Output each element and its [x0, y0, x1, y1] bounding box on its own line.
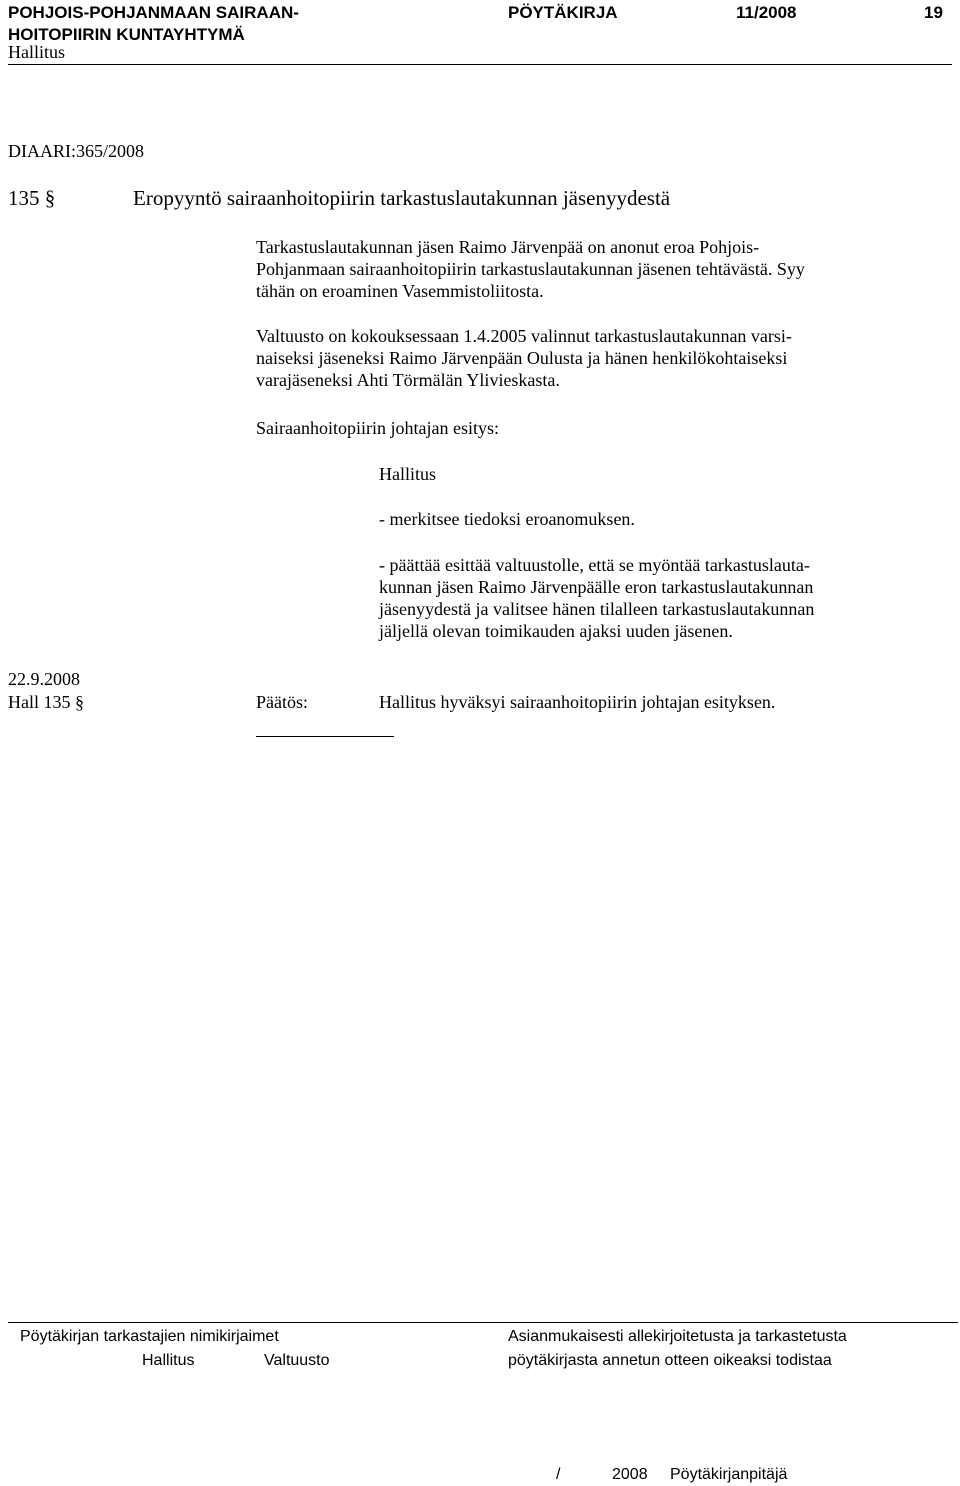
proposal-item-2: [379, 554, 814, 642]
decision-reference-prefix: Hall 135: [8, 692, 71, 712]
footer-certification-line1: Asianmukaisesti allekirjoitetusta ja tarkastetusta: [508, 1328, 847, 1345]
footer-col-hallitus: Hallitus: [142, 1352, 195, 1369]
decision-end-rule: [256, 736, 394, 737]
paragraph-line: Valtuusto on kokouksessaan 1.4.2005 valinnut tarkastuslautakunnan varsi-: [256, 326, 792, 346]
footer-signature-year: 2008: [612, 1466, 648, 1483]
paragraph-line: jäsenyydestä ja valitsee hänen tilalleen tarkastuslautakunnan: [379, 599, 815, 619]
section-number: [8, 185, 55, 211]
section-symbol: §: [44, 186, 56, 210]
footer-signature-role: Pöytäkirjanpitäjä: [670, 1466, 788, 1483]
footer-inspectors-title: Pöytäkirjan tarkastajien nimikirjaimet: [20, 1328, 279, 1345]
paragraph-line: Pohjanmaan sairaanhoitopiirin tarkastuslautakunnan jäsenen tehtävästä. Syy: [256, 259, 805, 279]
footer-col-valtuusto: Valtuusto: [264, 1352, 330, 1369]
paragraph-1: [256, 236, 805, 302]
section-title: Eropyyntö sairaanhoitopiirin tarkastuslautakunnan jäsenyydestä: [133, 186, 671, 210]
org-name-line1: POHJOIS-POHJANMAAN SAIRAAN-: [8, 3, 299, 22]
paragraph-line: kunnan jäsen Raimo Järvenpäälle eron tarkastuslautakunnan: [379, 577, 814, 597]
decision-label: Päätös:: [256, 692, 308, 712]
decision-date: 22.9.2008: [8, 669, 80, 689]
footer-certification-line2: pöytäkirjasta annetun otteen oikeaksi todistaa: [508, 1352, 832, 1369]
header-rule: [8, 64, 952, 65]
org-name-line2: HOITOPIIRIN KUNTAYHTYMÄ: [8, 25, 245, 44]
page-number: 19: [924, 3, 943, 22]
footer-rule: [8, 1322, 958, 1323]
decision-text: Hallitus hyväksyi sairaanhoitopiirin johtajan esityksen.: [379, 692, 776, 712]
issue-number: 11/2008: [736, 3, 797, 22]
decision-reference: [8, 691, 84, 713]
paragraph-line: Tarkastuslautakunnan jäsen Raimo Järvenpää on anonut eroa Pohjois-: [256, 237, 760, 257]
paragraph-line: - päättää esittää valtuustolle, että se myöntää tarkastuslauta-: [379, 555, 810, 575]
paragraph-line: tähän on eroaminen Vasemmistoliitosta.: [256, 281, 544, 301]
diary-number: DIAARI:365/2008: [8, 141, 144, 161]
section-number-value: 135: [8, 186, 40, 210]
paragraph-2: [256, 325, 792, 391]
paragraph-line: naiseksi jäseneksi Raimo Järvenpään Oulusta ja hänen henkilökohtaiseksi: [256, 348, 788, 368]
proposal-item-1: - merkitsee tiedoksi eroanomuksen.: [379, 509, 635, 529]
proposal-label: Sairaanhoitopiirin johtajan esitys:: [256, 418, 499, 438]
body-name: Hallitus: [8, 42, 65, 62]
paragraph-line: varajäseneksi Ahti Törmälän Ylivieskasta.: [256, 370, 560, 390]
decision-reference-symbol: §: [75, 692, 84, 712]
document-type: PÖYTÄKIRJA: [508, 3, 618, 22]
proposal-body-name: Hallitus: [379, 464, 436, 484]
paragraph-line: jäljellä olevan toimikauden ajaksi uuden jäsenen.: [379, 621, 733, 641]
footer-signature-slash: /: [556, 1466, 561, 1483]
